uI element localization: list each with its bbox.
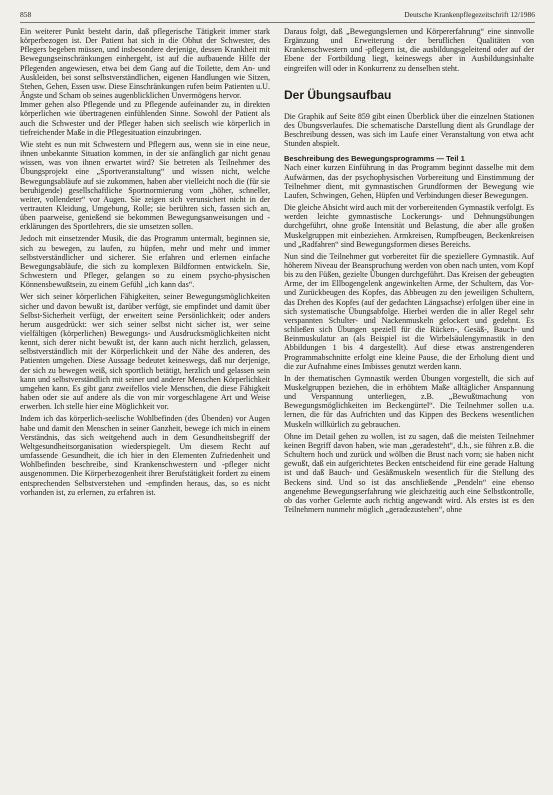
paragraph: Daraus folgt, daß „Bewegungslernen und Körpererfahrung“ eine sinnvolle Ergänzung und Erweiterung der beruflichen Qualitäten von Krankenschwestern und -pflegern ist, die ausbildungsgeleitend oder auf der Ebene der Fortbildung liegt, keineswegs aber in Ausbildungsinhalte eingreifen will oder in Konkurrenz zu denselben steht. [284,27,534,73]
right-column [284,27,534,514]
left-column [20,27,270,514]
page-number: 858 [20,10,32,19]
paragraph: Wer sich seiner körperlichen Fähigkeiten, seiner Bewegungsmöglichkeiten sicher und davon bewußt ist, darüber verfügt, sie empfindet und damit über Selbst-Sicherheit verfügt, der erweitert seine Persönlichkeit; oder anders herum ausgedrückt: wer sich seiner selbst nicht sicher ist, wer seine vielfältigen (körperlichen) Bewegungs- und Ausdrucksmöglichkeiten nicht kennt, sich derer nicht bewußt ist, der kann auch nicht herzlich, gelassen, selbstverständlich mit der Körperlichkeit und der Nähe des anderen, des Patienten umgehen. Diese Aussage bedeutet keineswegs, daß nur derjenige, der sich zu bewegen weiß, sich sportlich betätigt, herzlich und gelassen sein kann und selbstverständlich mit seiner und anderer Menschen Körperlichkeit umgehen kann. Es gibt ganz zweifellos viele Menschen, die diese Fähigkeit haben oder sie auf andere als die von mir vorgeschlagene Art und Weise erwerben. Ich stelle hier eine Möglichkeit vor. [20,292,270,412]
paragraph: Nach einer kurzen Einführung in das Programm beginnt dasselbe mit dem Aufwärmen, das der psychophysischen Vorbereitung und Einstimmung der Teilnehmer dient, mit gymnastischen Grundformen der Bewegung wie Laufen, Schwingen, Gehen, Hüpfen und Verbindungen dieser Bewegungen. [284,163,534,200]
paragraph: Nun sind die Teilnehmer gut vorbereitet für die speziellere Gymnastik. Auf höherem Niveau der Beanspruchung werden von oben nach unten, vom Kopf bis zu den Füßen, gezielte Übungen durchgeführt. Das Kreisen der gebeugten Arme, der im Ellbogengelenk angewinkelten Arme, der Schultern, das Vor- und Zurückbeugen des Kopfes, das Abbeugen zu den jeweiligen Schultern, das Drehen des Kopfes (auf der gedachten Längsachse) erfolgen über eine in sich systematische Übungsabfolge. Hierbei werden die in aller Regel sehr verspannten Schulter- und Nackenmuskeln gelockert und gedehnt. Es schließen sich Übungen speziell für die Rücken-, Gesäß-, Bauch- und Beinmuskulatur an (als Beispiel ist die Wirbelsäulengymnastik in den Abbildungen 1 bis 4 dargestellt). Auf diese etwas anstrengenderen Programmabschnitte erfolgt eine kleine Pause, die der Erholung dient und die zur Aufnahme eines Imbisses genutzt werden kann. [284,251,534,371]
paragraph: Ohne im Detail gehen zu wollen, ist zu sagen, daß die meisten Teilnehmer keinen Begriff davon haben, wie man „geradesteht“, d.h., sie führen z.B. die Schultern hoch und zurück und wölben die Brust nach vorn; sie haben nicht gewußt, daß ein aufgerichtetes Becken entscheidend für eine gerade Haltung ist und daß Bauch- und Gesäßmuskeln wesentlich für die Stellung des Beckens sind. Und so ist das anschließende „Pendeln“ eine ebenso angenehme Bewegungserfahrung wie gleichzeitig auch eine Selbstkontrolle, ob das vorher Gelernte auch richtig angewandt wird. Als erstes ist es den Teilnehmern nunmehr möglich „geradezustehen“, ohne [284,431,534,515]
running-header [20,10,535,23]
paragraph: Jedoch mit einsetzender Musik, die das Programm untermalt, beginnen sie, sich zu bewegen, zu laufen, zu hüpfen, mehr und mehr und immer selbstverständlicher und sicherer. Sie erfahren und erlernen einfache Bewegungsabläufe, die sich zu komplexen Bildformen entwickeln. Sie, Schwestern und Pfleger, gelangen so zu einem psycho-physischen Könnensbewußtsein, zu einem Gefühl „ich kann das“. [20,234,270,290]
subsection-heading: Beschreibung des Bewegungsprogramms — Teil 1 [284,154,465,164]
paragraph: Ein weiterer Punkt besteht darin, daß pflegerische Tätigkeit immer stark körperbezogen ist. Der Patient hat sich in die Obhut der Schwester, des Pflegers begeben müssen, und insbesondere derjenige, dessen Krankheit mit Bewegungseinschränkungen einhergeht, ist auf die aufbauende Hilfe der Pflegenden angewiesen, etwa bei dem Gang auf die Toilette, dem An- und Auskleiden, bei sonst selbstverständlichen, eigenen Handlungen wie Sitzen, Stehen, Gehen, Essen usw. Diese Einschränkungen rufen beim Patienten u.U. Ängste und Scham ob seines augenblicklichen Unvermögens hervor. [20,27,270,101]
text-columns [20,27,535,514]
paragraph: Die gleiche Absicht wird auch mit der vorbereitenden Gymnastik verfolgt. Es werden leichte gymnastische Lockerungs- und Dehnungsübungen durchgeführt, ohne große Intensität und Belastung, die aber alle großen Muskelgruppen mit einbeziehen. Armkreisen, Rumpfbeugen, Beckenkreisen und „Radfahren“ sind Bewegungsformen dieses Bereichs. [284,203,534,249]
paragraph: In der thematischen Gymnastik werden Übungen vorgestellt, die sich auf Muskelgruppen beziehen, die in erhöhtem Maße alltäglicher Anspannung und Verspannung unterliegen, z.B. „Bewußtmachung von Bewegungsmöglichkeiten im Beckengürtel“. Die Teilnehmer sollen u.a. lernen, die für das Aufrichten und das Kippen des Beckens wesentlichen Muskeln willkürlich zu gebrauchen. [284,373,534,429]
paragraph: Wie steht es nun mit Schwestern und Pflegern aus, wenn sie in eine neue, ihnen unbekannte Situation kommen, in der sie anfänglich gar nicht genau wissen, was von ihnen erwartet wird? Sie betreten als Teilnehmer des Übungsprojekt eine „Sportveranstaltung“ und wissen nicht, welche Bewegungsabläufe auf sie zukommen, haben aber vielleicht noch die (für sie beruhigende) gesellschaftliche Sportnormierung vom „höher, schneller, weiter, vollendeter“ vor Augen. Sie zeigen sich verunsichert nicht in der vertrauten Kleidung, Umgebung, Rolle; sie berühren sich, fassen sich an, üben paarweise, genießend sie bekommen Bewegungsanweisungen und -erklärungen des Sportlehrers, die sie umsetzen sollen. [20,139,270,232]
paragraph: Immer gehen also Pflegende und zu Pflegende aufeinander zu, in direkten körperlichen wie übertragenen einfühlenden Sinne. Sowohl der Patient als auch die Schwester und der Pfleger haben sich seelisch wie körperlich in tiefreichender Maße in die Pflegesituation einzubringen. [20,100,270,137]
paragraph: Die Graphik auf Seite 859 gibt einen Überblick über die einzelnen Stationen des Übungsverlaufes. Die schematische Darstellung dient als Grundlage der Beschreibung dessen, was sich im Laufe einer Veranstaltung von etwa acht Stunden abspielt. [284,111,534,149]
paragraph: Indem ich das körperlich-seelische Wohlbefinden (des Übenden) vor Augen habe und damit den Menschen in seiner Ganzheit, bewege ich mich in einem Verständnis, das sich weitgehend auch in dem Gesundheitsbegriff der Weltgesundheitsorganisation wiederspiegelt. Um diesem Recht auf umfassende Gesundheit, die ich hier in den Elementen Zufriedenheit und Wohlbefinden beschreibe, sind Krankenschwestern und -pfleger nicht ausgenommen. Die Körperbezogenheit ihrer Berufstätigkeit fordert zu einem entsprechenden Selbstverstehen und -empfinden heraus, das, so es nicht vorhanden ist, zu erlernen, zu erfahren ist. [20,414,270,497]
journal-title: Deutsche Krankenpflegezeitschrift 12/1986 [404,10,535,19]
section-heading: Der Übungsaufbau [284,87,392,102]
